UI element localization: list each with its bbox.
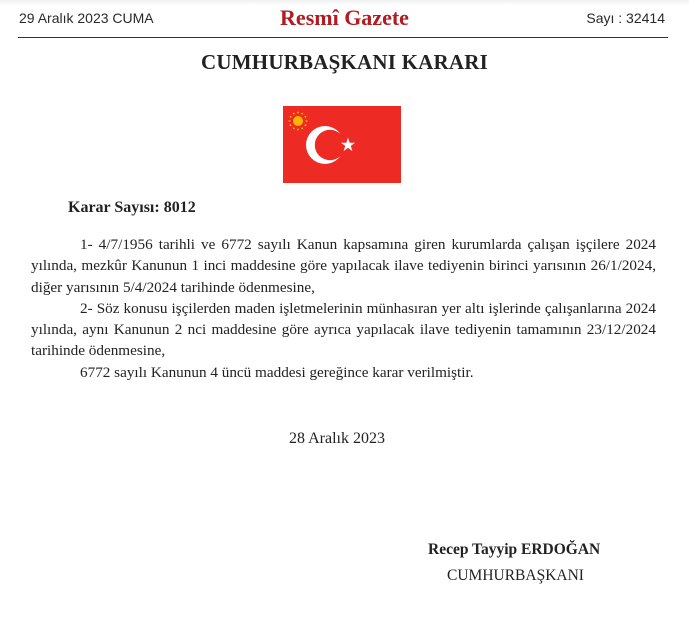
signer-name: Recep Tayyip ERDOĞAN	[428, 541, 601, 558]
signer-title: CUMHURBAŞKANI	[447, 567, 584, 584]
document-title: CUMHURBAŞKANI KARARI	[201, 50, 488, 74]
paragraph-1: 1- 4/7/1956 tarihli ve 6772 sayılı Kanun kapsamına giren kurumlarda çalışan işçilere 2024 yılında, mezkûr Kanunun 1 inci maddesine göre yapılacak ilave tediyenin birinci yarısının 26/1/2024, diğer yarısının 5/4/2024 tarihinde ödenmesine,	[31, 236, 656, 296]
decision-number: Karar Sayısı: 8012	[68, 199, 196, 216]
paragraph-3: 6772 sayılı Kanunun 4 üncü maddesi gereğince karar verilmiştir.	[80, 363, 474, 381]
turkish-flag-icon	[283, 106, 401, 183]
header-divider	[18, 37, 668, 38]
signature-date: 28 Aralık 2023	[289, 430, 385, 447]
paragraph-2: 2- Söz konusu işçilerden maden işletmelerinin münhasıran yer altı işlerinde çalışanlarına 2024 yılında, aynı Kanunun 2 nci maddesine göre ayrıca yapılacak ilave tediyenin tamamının 23/12/2024 tarihinde ödenmesine,	[31, 299, 656, 360]
header-date: 29 Aralık 2023 CUMA	[19, 10, 154, 26]
decision-body	[31, 234, 656, 383]
issue-number: Sayı : 32414	[586, 10, 665, 26]
publication-title: Resmî Gazete	[280, 5, 409, 30]
